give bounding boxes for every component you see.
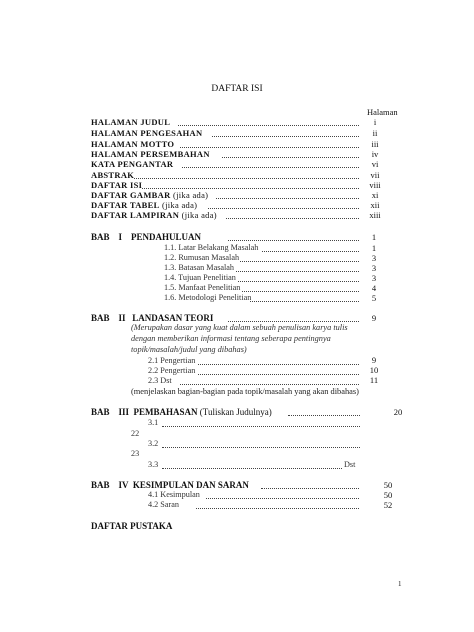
chapter-2-note-2: (menjelaskan bagian-bagian pada topik/masalah yang akan dibahas) bbox=[131, 387, 359, 396]
toc-page-number: 20 bbox=[393, 407, 403, 417]
toc-page-number: 4 bbox=[371, 283, 377, 293]
page-number: 1 bbox=[398, 580, 402, 588]
toc-page-number: xii bbox=[370, 200, 380, 210]
toc-page-number: 52 bbox=[383, 500, 393, 510]
chapter-3-heading: BAB III PEMBAHASAN (Tuliskan Judulnya) bbox=[91, 407, 272, 417]
leader-dots bbox=[134, 171, 359, 179]
leader-dots bbox=[198, 367, 359, 375]
toc-entry-halaman-persembahan: HALAMAN PERSEMBAHAN bbox=[91, 149, 210, 159]
toc-entry-daftar-lampiran: DAFTAR LAMPIRAN (jika ada) bbox=[91, 210, 217, 220]
toc-subentry: 1.3. Batasan Masalah bbox=[164, 263, 235, 272]
leader-dots bbox=[182, 160, 359, 168]
toc-page-number: viii bbox=[369, 180, 381, 190]
toc-page-number: 1 bbox=[371, 232, 377, 242]
leader-dots bbox=[236, 264, 359, 272]
toc-page-number: 1 bbox=[371, 243, 377, 253]
toc-page-number: ii bbox=[372, 128, 378, 138]
toc-page-number: i bbox=[373, 117, 377, 127]
toc-entry-halaman-motto: HALAMAN MOTTO bbox=[91, 139, 175, 149]
daftar-pustaka-heading: DAFTAR PUSTAKA bbox=[91, 521, 173, 531]
chapter-4-heading: BAB IV KESIMPULAN DAN SARAN bbox=[91, 480, 249, 490]
toc-page-number: vi bbox=[371, 159, 379, 169]
toc-page-number: 50 bbox=[383, 480, 393, 490]
toc-subentry: 1.4. Tujuan Penelitian bbox=[164, 273, 236, 282]
toc-page-number: iii bbox=[371, 139, 379, 149]
toc-page-number: 3 bbox=[371, 253, 377, 263]
leader-dots bbox=[240, 254, 359, 262]
toc-subentry: 23 bbox=[131, 449, 140, 458]
leader-dots bbox=[242, 284, 359, 292]
toc-page-number: 11 bbox=[369, 375, 379, 385]
leader-dots bbox=[261, 481, 359, 489]
leader-dots bbox=[226, 211, 359, 219]
leader-dots bbox=[222, 150, 359, 158]
toc-subentry: 1.2. Rumusan Masalah bbox=[164, 253, 240, 262]
leader-dots bbox=[198, 357, 359, 365]
toc-entry-kata-pengantar: KATA PENGANTAR bbox=[91, 159, 174, 169]
toc-subentry: 4.2 Saran bbox=[148, 500, 179, 509]
leader-dots bbox=[178, 118, 359, 126]
toc-subentry: 3.3 bbox=[148, 460, 159, 469]
leader-dots bbox=[180, 140, 359, 148]
toc-subentry: 2.2 Pengertian bbox=[148, 366, 196, 375]
toc-page-number: 9 bbox=[371, 313, 377, 323]
toc-page-number: 50 bbox=[383, 490, 393, 500]
toc-page-number: 5 bbox=[371, 293, 377, 303]
toc-subentry: 3.2 bbox=[148, 439, 159, 448]
leader-dots bbox=[228, 233, 359, 241]
toc-page-number: xiii bbox=[369, 210, 381, 220]
leader-dots bbox=[216, 191, 359, 199]
chapter-2-note-line: dengan memberikan informasi tentang seberapa pentingnya bbox=[131, 334, 331, 343]
leader-dots bbox=[180, 377, 359, 385]
toc-subentry: 1.5. Manfaat Penelitian bbox=[164, 283, 241, 292]
chapter-2-note-line: topik/masalah/judul yang dibahas) bbox=[131, 345, 247, 354]
toc-subentry: 2.1 Pengertian bbox=[148, 356, 196, 365]
page-column-header: Halaman bbox=[367, 107, 398, 117]
toc-page-number: vii bbox=[370, 170, 380, 180]
toc-subentry: 22 bbox=[131, 429, 140, 438]
leader-dots bbox=[262, 244, 359, 252]
leader-dots bbox=[288, 408, 360, 416]
toc-entry-daftar-gambar: DAFTAR GAMBAR (jika ada) bbox=[91, 190, 209, 200]
leader-dots bbox=[142, 181, 359, 189]
chapter-1-heading: BAB I PENDAHULUAN bbox=[91, 232, 202, 242]
toc-subentry: 1.1. Latar Belakang Masalah bbox=[164, 243, 259, 252]
toc-page-number: xi bbox=[371, 190, 379, 200]
toc-page-number: 9 bbox=[371, 355, 377, 365]
toc-entry-daftar-tabel: DAFTAR TABEL (jika ada) bbox=[91, 200, 198, 210]
leader-dots bbox=[162, 440, 360, 448]
toc-entry-halaman-judul: HALAMAN JUDUL bbox=[91, 117, 171, 127]
chapter-2-note-line: (Merupakan dasar yang kuat dalam sebuah penulisan karya tulis bbox=[131, 323, 348, 332]
leader-dots bbox=[208, 201, 359, 209]
leader-dots bbox=[196, 501, 359, 509]
toc-page-number: 3 bbox=[371, 263, 377, 273]
leader-dots bbox=[228, 314, 359, 322]
toc-entry-daftar-isi: DAFTAR ISI bbox=[91, 180, 143, 190]
toc-page-number: 3 bbox=[371, 273, 377, 283]
toc-page-number: 10 bbox=[369, 365, 379, 375]
leader-dots bbox=[162, 419, 360, 427]
leader-dots bbox=[238, 274, 359, 282]
toc-subentry: 3.1 bbox=[148, 418, 159, 427]
leader-dots bbox=[206, 491, 359, 499]
toc-subentry: 2.3 Dst bbox=[148, 376, 172, 385]
toc-entry-abstrak: ABSTRAK bbox=[91, 170, 135, 180]
toc-page-number: Dst bbox=[344, 460, 356, 469]
page-title: DAFTAR ISI bbox=[211, 84, 263, 94]
leader-dots bbox=[212, 129, 359, 137]
toc-entry-halaman-pengesahan: HALAMAN PENGESAHAN bbox=[91, 128, 203, 138]
leader-dots bbox=[162, 461, 342, 469]
toc-page-number: iv bbox=[371, 149, 379, 159]
toc-subentry: 1.6. Metodologi Penelitian bbox=[164, 293, 252, 302]
chapter-2-heading: BAB II LANDASAN TEORI bbox=[91, 313, 214, 323]
leader-dots bbox=[250, 294, 359, 302]
toc-subentry: 4.1 Kesimpulan bbox=[148, 490, 200, 499]
